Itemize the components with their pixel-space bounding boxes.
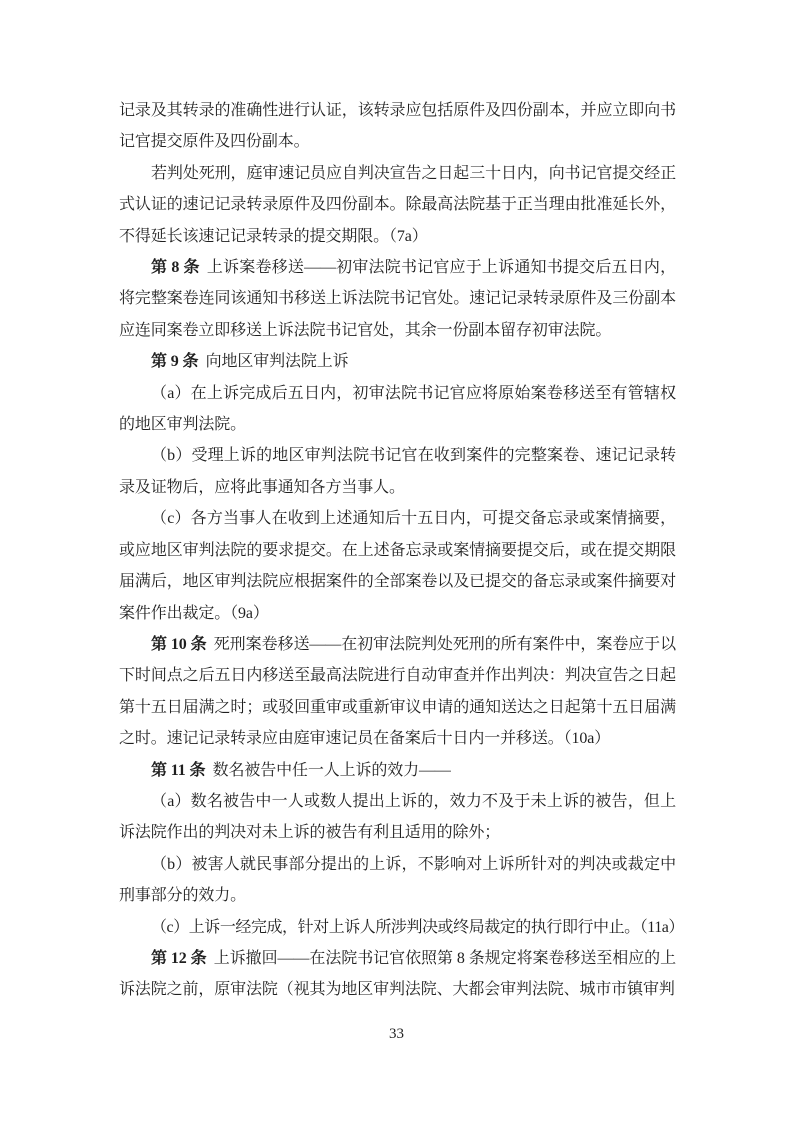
paragraph-text: （c）各方当事人在收到上述通知后十五日内，可提交备忘录或案情摘要，或应地区审判法院的要求提交。在上述备忘录或案情摘要提交后，或在提交期限届满后，地区审判法院应根据案件的全部案卷以及已提交的备忘录或案件摘要对案件作出裁定。（9a） (119, 510, 676, 622)
paragraph-text: （b）被害人就民事部分提出的上诉，不影响对上诉所针对的判决或裁定中刑事部分的效力。 (119, 855, 676, 905)
paragraph-text: （a）在上诉完成后五日内，初审法院书记官应将原始案卷移送至有管辖权的地区审判法院。 (119, 384, 676, 434)
body-paragraph-article-9 (119, 346, 676, 377)
page-number: 33 (389, 1026, 404, 1042)
paragraph-text: 数名被告中任一人上诉的效力—— (212, 761, 451, 779)
paragraph-text: 向地区审判法院上诉 (205, 353, 349, 371)
body-paragraph-item-c (119, 912, 684, 943)
body-paragraph-item-a (119, 378, 676, 441)
body-paragraph-article-11 (119, 755, 676, 786)
paragraph-text: 记录及其转录的准确性进行认证，该转录应包括原件及四份副本，并应立即向书记官提交原件及四份副本。 (119, 102, 676, 151)
paragraph-text: （b）受理上诉的地区审判法院书记官在收到案件的完整案卷、速记记录转录及证物后，应将此事通知各方当事人。 (119, 447, 676, 496)
article-number-label: 第 9 条 (151, 353, 199, 371)
body-paragraph-article-12 (119, 943, 676, 1006)
body-paragraph (119, 95, 676, 158)
body-paragraph-item-b (119, 440, 676, 503)
article-number-label: 第 8 条 (151, 259, 200, 277)
paragraph-text: 死刑案卷移送——在初审法院判处死刑的所有案件中，案卷应于以下时间点之后五日内移送至最高法院进行自动审查并作出判决：判决宣告之日起第十五日届满之时；或驳回重审或重新审议申请的通知送达之日起第十五日届满之时。速记记录转录应由庭审速记员在备案后十日内一并移送。（10a） (119, 635, 676, 748)
body-paragraph-article-8 (119, 252, 676, 346)
paragraph-text: （a）数名被告中一人或数人提出上诉的，效力不及于未上诉的被告，但上诉法院作出的判决对未上诉的被告有利且适用的除外； (119, 792, 676, 842)
paragraph-text: 若判处死刑，庭审速记员应自判决宣告之日起三十日内，向书记官提交经正式认证的速记记录转录原件及四份副本。除最高法院基于正当理由批准延长外，不得延长该速记记录转录的提交期限。（7a） (119, 164, 676, 245)
paragraph-text: （c）上诉一经完成，针对上诉人所涉判决或终局裁定的执行即行中止。（11a） (151, 918, 684, 936)
article-number-label: 第 10 条 (151, 635, 207, 653)
article-number-label: 第 12 条 (151, 949, 207, 967)
document-body (119, 95, 684, 1006)
body-paragraph-article-10 (119, 629, 676, 755)
body-paragraph-item-c (119, 503, 676, 629)
paragraph-text: 上诉撤回——在法院书记官依照第 8 条规定将案卷移送至相应的上诉法院之前，原审法院（视其为地区审判法院、大都会审判法院、城市市镇审判 (119, 949, 676, 999)
body-paragraph-item-b (119, 849, 676, 912)
paragraph-text: 上诉案卷移送——初审法院书记官应于上诉通知书提交后五日内，将完整案卷连同该通知书移送上诉法院书记官处。速记记录转录原件及三份副本应连同案卷立即移送上诉法院书记官处，其余一份副本留存初审法院。 (119, 259, 676, 339)
article-number-label: 第 11 条 (151, 761, 206, 779)
body-paragraph-item-a (119, 786, 676, 849)
body-paragraph (119, 158, 676, 252)
